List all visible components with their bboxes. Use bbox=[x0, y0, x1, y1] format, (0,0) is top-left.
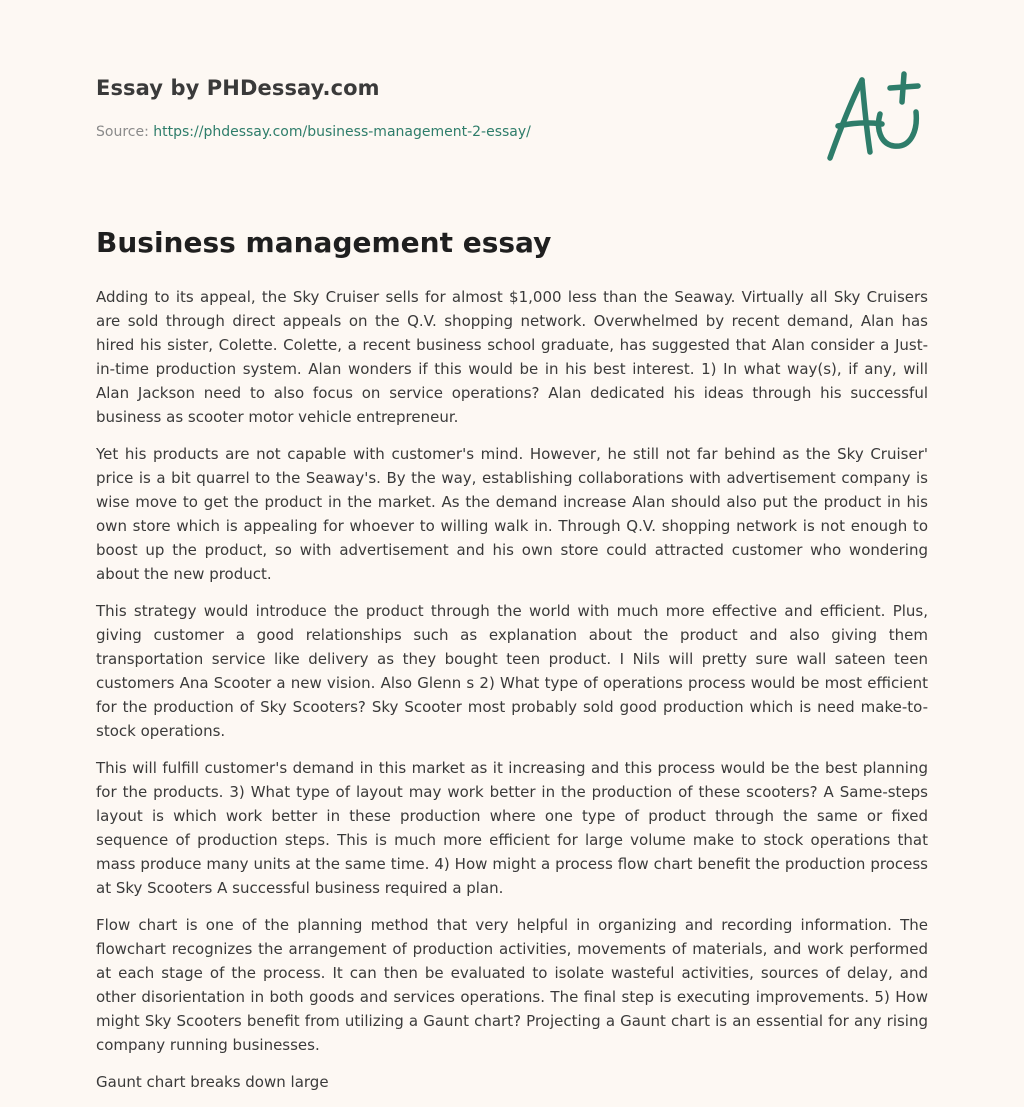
essay-paragraph: Yet his products are not capable with customer's mind. However, he still not far behind as the Sky Cruiser' price is a bit quarrel to the Seaway's. By the way, establishing collaborations with advertisement company is wise move to get the product in the market. As the demand increase Alan should also put the product in his own store which is appealing for whoever to willing walk in. Through Q.V. shopping network is not enough to boost up the product, so with advertisement and his own store could attracted customer who wondering about the new product. bbox=[96, 445, 928, 583]
essay-paragraph: Flow chart is one of the planning method that very helpful in organizing and recording information. The flowchart recognizes the arrangement of production activities, movements of materials, and work performed at each stage of the process. It can then be evaluated to isolate wasteful activities, sources of delay, and other disorientation in both goods and services operations. The final step is executing improvements. 5) How might Sky Scooters benefit from utilizing a Gaunt chart? Projecting a Gaunt chart is an essential for any rising company running businesses. bbox=[96, 916, 928, 1054]
essay-paragraph: Adding to its appeal, the Sky Cruiser sells for almost $1,000 less than the Seaway. Virtually all Sky Cruisers are sold through direct appeals on the Q.V. shopping network. Overwhelmed by recent demand, Alan has hired his sister, Colette. Colette, a recent business school graduate, has suggested that Alan consider a Just-in-time production system. Alan wonders if this would be in his best interest. 1) In what way(s), if any, will Alan Jackson need to also focus on service operations? Alan dedicated his ideas through his successful business as scooter motor vehicle entrepreneur. bbox=[96, 288, 928, 426]
source-link[interactable]: https://phdessay.com/business-management-2-essay/ bbox=[153, 124, 531, 140]
essay-paragraph: Gaunt chart breaks down large bbox=[96, 1073, 329, 1091]
essay-paragraph: This strategy would introduce the product through the world with much more effective and efficient. Plus, giving customer a good relationships such as explanation about the product and also giving them transportation service like delivery as they bought teen product. I Nils will pretty sure wall sateen teen customers Ana Scooter a new vision. Also Glenn s 2) What type of operations process would be most efficient for the production of Sky Scooters? Sky Scooter most probably sold good production which is need make-to-stock operations. bbox=[96, 602, 928, 740]
source-line bbox=[96, 124, 531, 140]
a-plus-logo-icon bbox=[820, 68, 930, 164]
essay-paragraph: This will fulfill customer's demand in this market as it increasing and this process would be the best planning for the products. 3) What type of layout may work better in the production of these scooters? A Same-steps layout is which work better in these production where one type of product through the same or fixed sequence of production steps. This is much more efficient for large volume make to stock operations that mass produce many units at the same time. 4) How might a process flow chart benefit the production process at Sky Scooters A successful business required a plan. bbox=[96, 759, 928, 897]
site-title: Essay by PHDessay.com bbox=[96, 76, 380, 100]
essay-title: Business management essay bbox=[96, 226, 552, 259]
source-label: Source: bbox=[96, 124, 149, 140]
essay-body bbox=[96, 285, 928, 1107]
